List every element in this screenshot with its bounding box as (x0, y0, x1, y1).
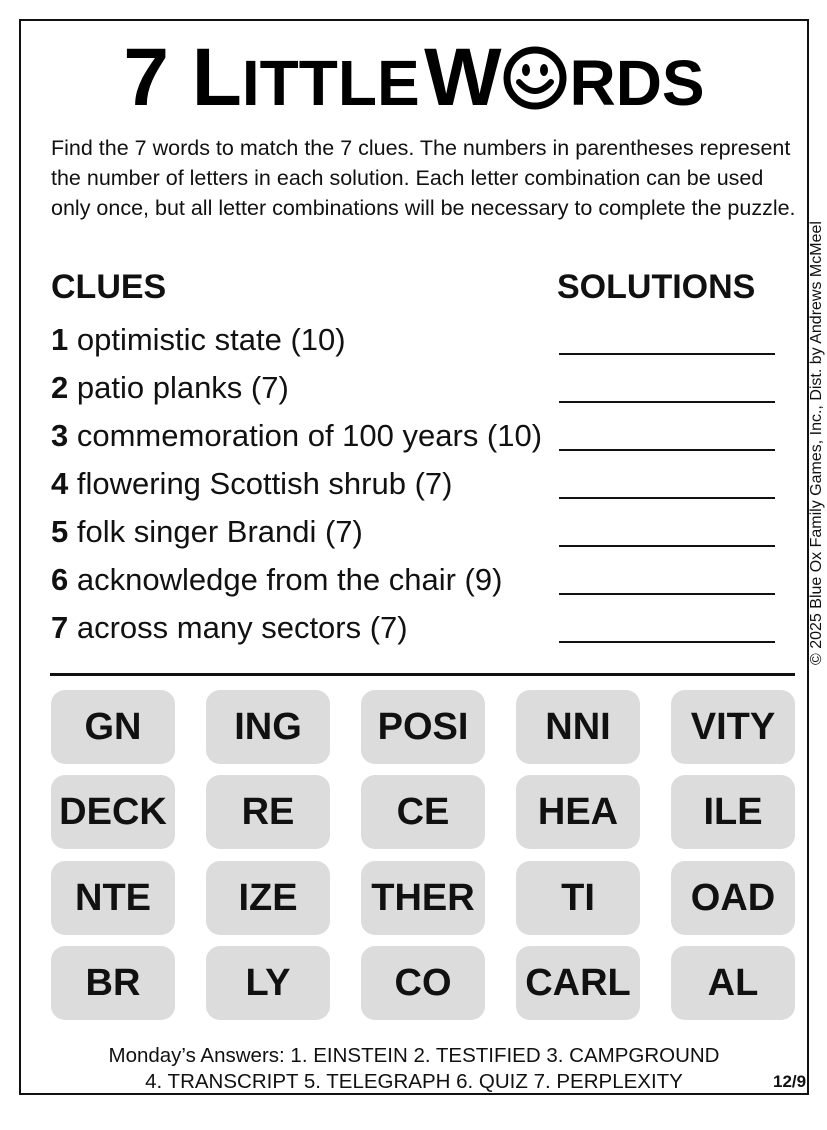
clue-text (51, 416, 542, 456)
title-part-2: ITTLE (241, 47, 420, 119)
clue-description: patio planks (7) (68, 370, 289, 405)
letter-tile[interactable]: CE (361, 775, 485, 849)
clue-text (51, 560, 502, 600)
clue-row (51, 608, 781, 648)
clue-text (51, 320, 346, 360)
solution-blank[interactable] (559, 593, 775, 595)
clue-number: 7 (51, 610, 69, 645)
previous-answers (19, 1043, 809, 1095)
title-part-4: RDS (569, 47, 705, 119)
smiley-face-icon (502, 45, 568, 111)
letter-tile[interactable]: DECK (51, 775, 175, 849)
answers-line-2: 4. TRANSCRIPT 5. TELEGRAPH 6. QUIZ 7. PERPLEXITY (145, 1070, 683, 1093)
clue-row (51, 464, 781, 504)
letter-tile[interactable]: HEA (516, 775, 640, 849)
letter-tile[interactable]: TI (516, 861, 640, 935)
clue-number: 1 (51, 322, 69, 357)
copyright-credit: © 2025 Blue Ox Family Games, Inc., Dist. by Andrews McMeel (808, 221, 825, 665)
title-part-3: W (424, 32, 502, 123)
answers-line-1: Monday’s Answers: 1. EINSTEIN 2. TESTIFIED 3. CAMPGROUND (108, 1044, 720, 1067)
letter-tile[interactable]: GN (51, 690, 175, 764)
instructions: Find the 7 words to match the 7 clues. The numbers in parentheses represent the number of letters in each solution. Each letter combination can be used only once, but all letter combinations will be necessary to complete the puzzle. (51, 136, 796, 220)
letter-tile[interactable]: OAD (671, 861, 795, 935)
letter-tile[interactable]: ILE (671, 775, 795, 849)
clue-description: optimistic state (10) (68, 322, 346, 357)
divider (50, 673, 795, 676)
clue-description: folk singer Brandi (7) (68, 514, 363, 549)
clue-row (51, 320, 781, 360)
puzzle-date: 12/9 (773, 1072, 807, 1091)
clue-number: 4 (51, 466, 69, 501)
letter-tile[interactable]: THER (361, 861, 485, 935)
clue-number: 5 (51, 514, 69, 549)
clue-text (51, 464, 452, 504)
letter-tile[interactable]: IZE (206, 861, 330, 935)
clues-header: CLUES (51, 268, 167, 306)
solution-blank[interactable] (559, 497, 775, 499)
clue-text (51, 512, 363, 552)
puzzle-title (19, 28, 809, 128)
letter-tile[interactable]: NNI (516, 690, 640, 764)
solution-blank[interactable] (559, 545, 775, 547)
clue-number: 2 (51, 370, 69, 405)
clue-text (51, 608, 408, 648)
clue-row (51, 416, 781, 456)
solutions-header: SOLUTIONS (557, 268, 756, 306)
letter-tile[interactable]: POSI (361, 690, 485, 764)
clue-row (51, 512, 781, 552)
solution-blank[interactable] (559, 641, 775, 643)
clue-text (51, 368, 289, 408)
letter-tile[interactable]: NTE (51, 861, 175, 935)
clue-description: commemoration of 100 years (10) (68, 418, 543, 453)
letter-tile[interactable]: ING (206, 690, 330, 764)
clue-number: 3 (51, 418, 69, 453)
solution-blank[interactable] (559, 353, 775, 355)
letter-tile[interactable]: CARL (516, 946, 640, 1020)
clue-description: flowering Scottish shrub (7) (68, 466, 453, 501)
clue-description: across many sectors (7) (68, 610, 408, 645)
clue-number: 6 (51, 562, 69, 597)
clue-row (51, 368, 781, 408)
letter-tile[interactable]: RE (206, 775, 330, 849)
clue-row (51, 560, 781, 600)
solution-blank[interactable] (559, 401, 775, 403)
letter-tile[interactable]: AL (671, 946, 795, 1020)
solution-blank[interactable] (559, 449, 775, 451)
title-part-1: 7 L (123, 32, 242, 123)
letter-tile[interactable]: CO (361, 946, 485, 1020)
letter-tile[interactable]: BR (51, 946, 175, 1020)
letter-tile[interactable]: VITY (671, 690, 795, 764)
letter-tile[interactable]: LY (206, 946, 330, 1020)
clue-description: acknowledge from the chair (9) (68, 562, 503, 597)
